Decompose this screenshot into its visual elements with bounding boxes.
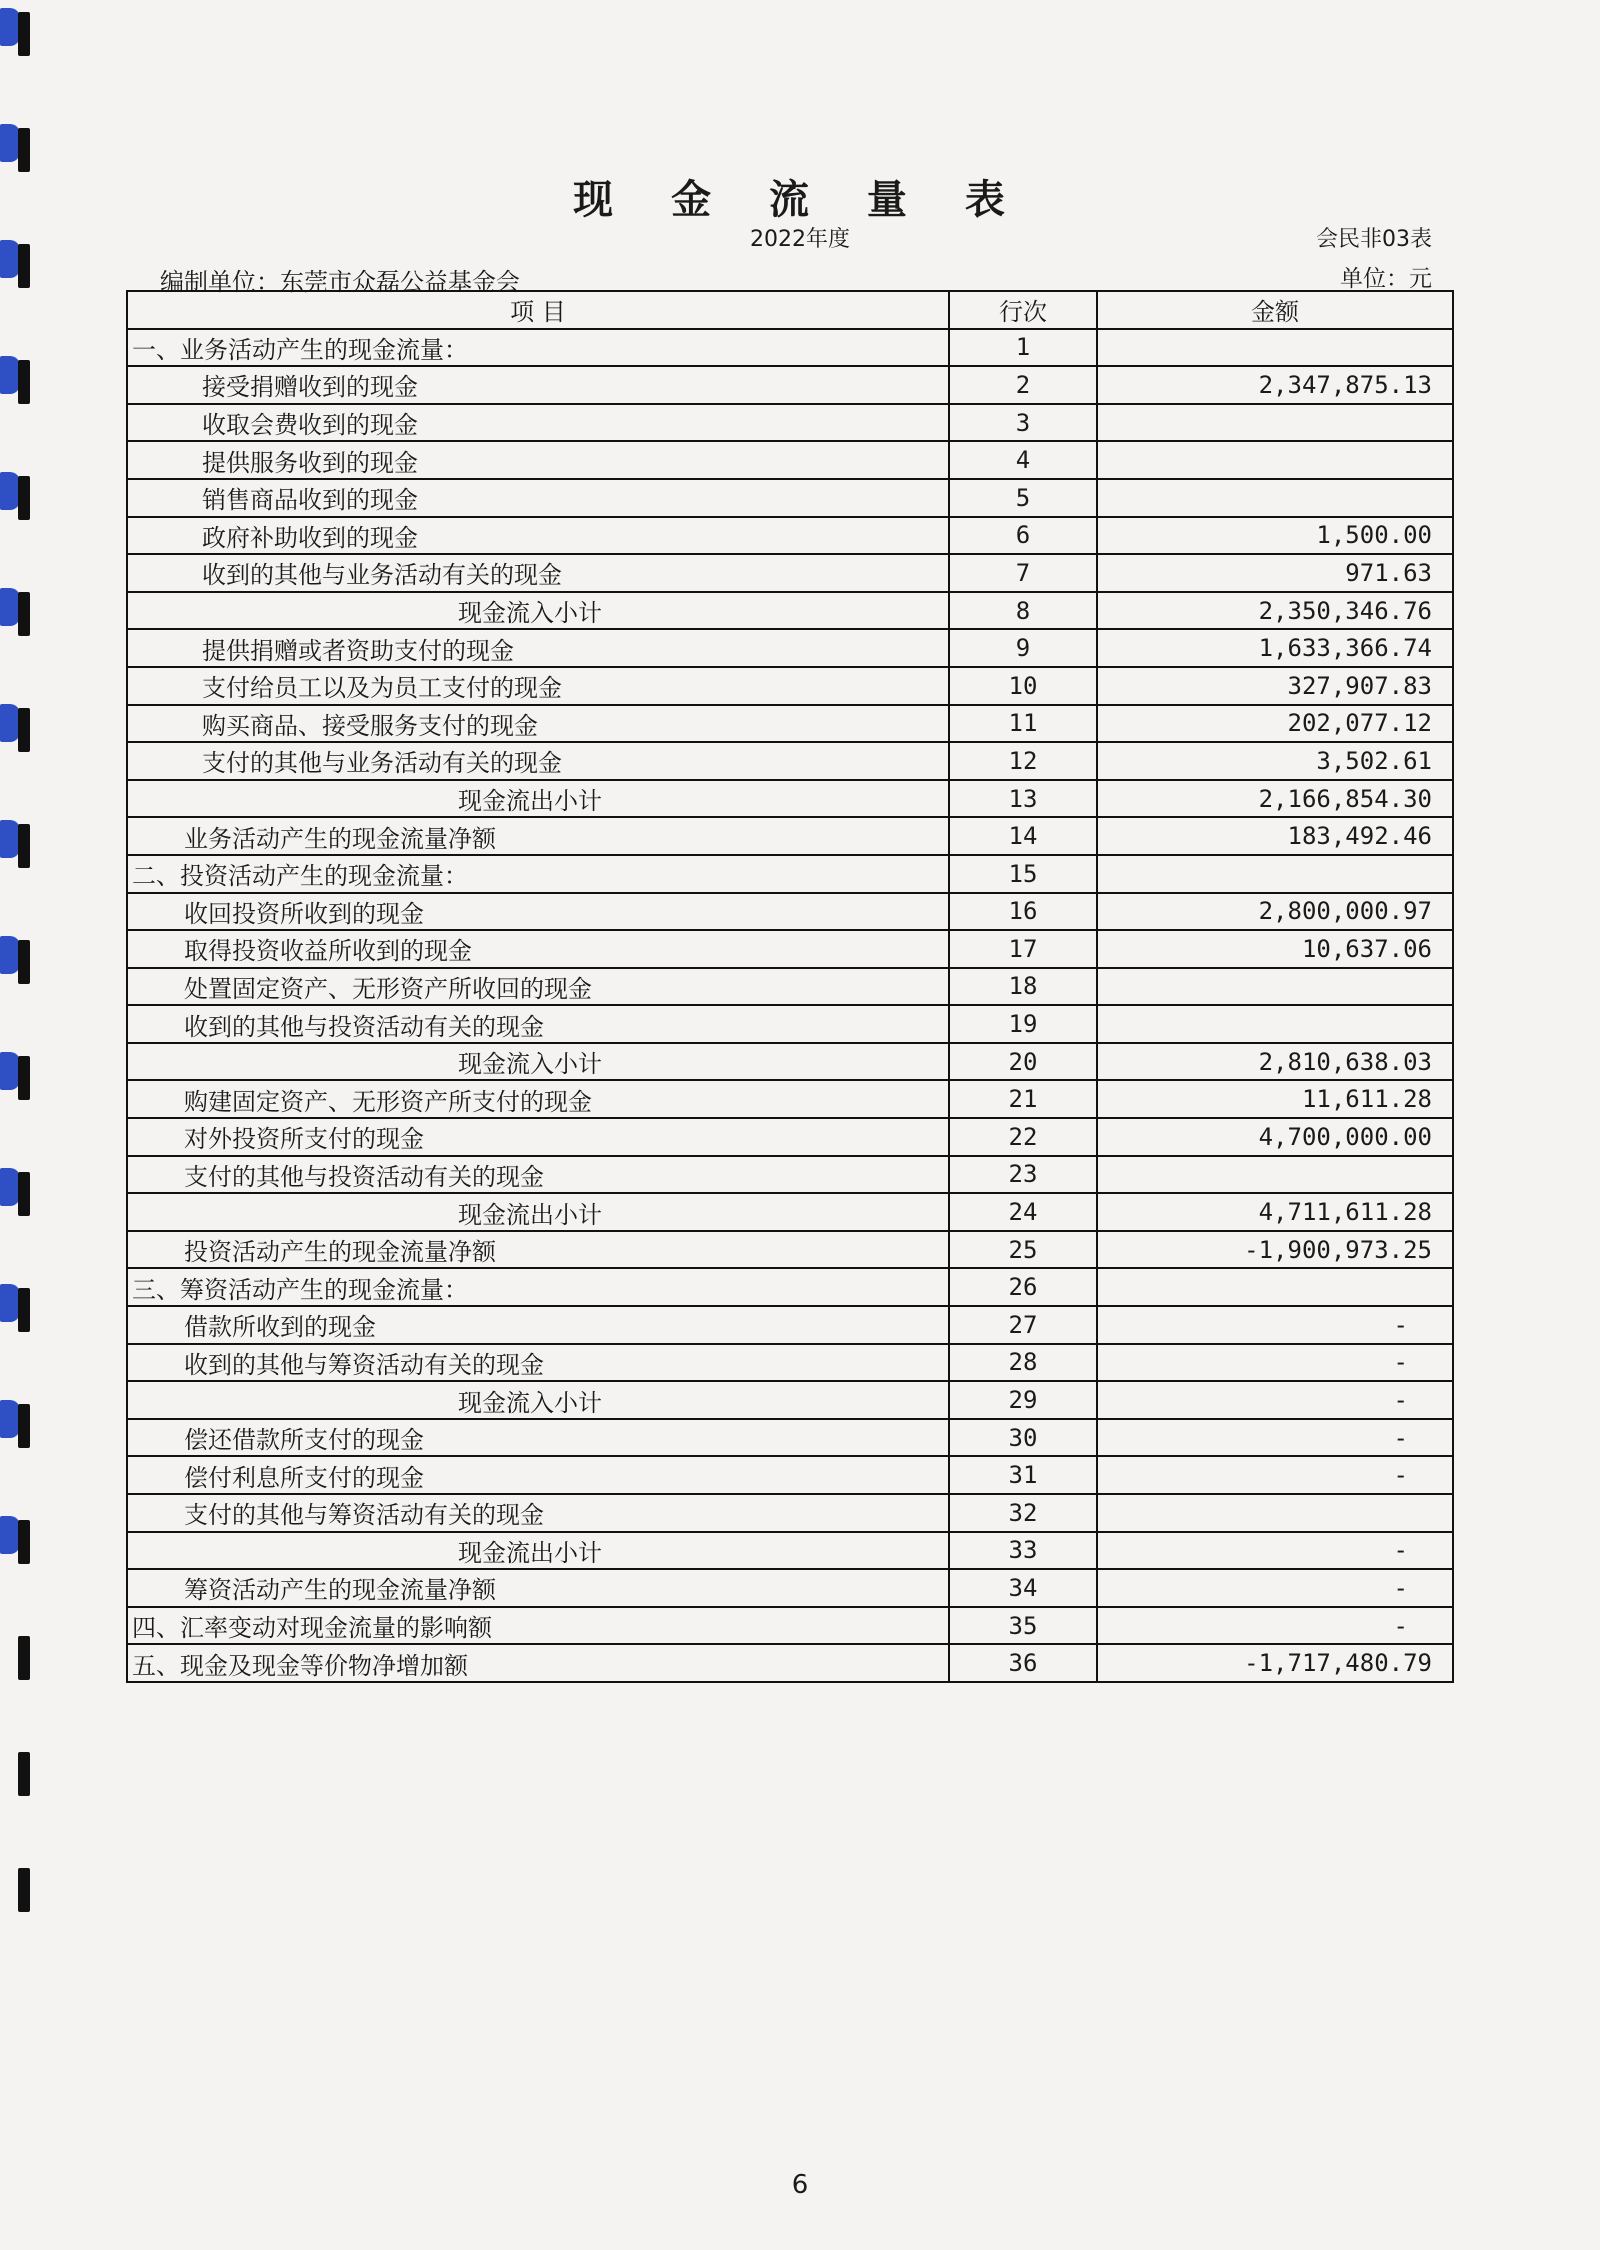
binding-ring-icon (0, 1508, 34, 1566)
row-amount: 327,907.83 (1097, 667, 1453, 705)
row-item-label: 取得投资收益所收到的现金 (127, 930, 949, 968)
row-amount: - (1097, 1569, 1453, 1607)
row-line-number: 35 (949, 1607, 1097, 1645)
binding-ring-icon (0, 928, 34, 986)
table-row (127, 517, 1453, 555)
row-line-number: 10 (949, 667, 1097, 705)
table-row (127, 1607, 1453, 1645)
row-amount: 2,347,875.13 (1097, 366, 1453, 404)
table-row (127, 742, 1453, 780)
table-row (127, 479, 1453, 517)
row-item-label: 二、投资活动产生的现金流量： (127, 855, 949, 893)
page-number: 6 (791, 2170, 809, 2200)
row-amount (1097, 855, 1453, 893)
row-line-number: 7 (949, 554, 1097, 592)
row-amount: 2,350,346.76 (1097, 592, 1453, 630)
binding-ring-icon (0, 1392, 34, 1450)
row-item-label: 支付的其他与投资活动有关的现金 (127, 1156, 949, 1194)
row-amount (1097, 1005, 1453, 1043)
binding-ring-icon (0, 580, 34, 638)
row-item-label: 现金流入小计 (127, 1043, 949, 1081)
row-line-number: 13 (949, 780, 1097, 818)
row-amount: 2,166,854.30 (1097, 780, 1453, 818)
row-amount (1097, 1156, 1453, 1194)
row-item-label: 现金流入小计 (127, 592, 949, 630)
header-amount: 金额 (1097, 291, 1453, 329)
binding-ring-icon (0, 1276, 34, 1334)
table-row (127, 1005, 1453, 1043)
table-row (127, 667, 1453, 705)
table-row (127, 1231, 1453, 1269)
row-line-number: 24 (949, 1193, 1097, 1231)
row-item-label: 偿还借款所支付的现金 (127, 1419, 949, 1457)
table-row (127, 404, 1453, 442)
row-line-number: 21 (949, 1080, 1097, 1118)
row-amount: 11,611.28 (1097, 1080, 1453, 1118)
table-row (127, 1532, 1453, 1570)
row-amount (1097, 329, 1453, 367)
row-amount: 2,810,638.03 (1097, 1043, 1453, 1081)
row-item-label: 借款所收到的现金 (127, 1306, 949, 1344)
table-row (127, 554, 1453, 592)
row-item-label: 筹资活动产生的现金流量净额 (127, 1569, 949, 1607)
row-item-label: 接受捐赠收到的现金 (127, 366, 949, 404)
binding-ring-icon (0, 696, 34, 754)
table-header-row (127, 291, 1453, 329)
row-item-label: 现金流出小计 (127, 1532, 949, 1570)
row-item-label: 业务活动产生的现金流量净额 (127, 817, 949, 855)
row-amount: 4,700,000.00 (1097, 1118, 1453, 1156)
row-amount: 10,637.06 (1097, 930, 1453, 968)
row-amount: 1,500.00 (1097, 517, 1453, 555)
binding-ring-icon (0, 348, 34, 406)
row-item-label: 支付的其他与业务活动有关的现金 (127, 742, 949, 780)
row-item-label: 收到的其他与业务活动有关的现金 (127, 554, 949, 592)
row-item-label: 提供捐赠或者资助支付的现金 (127, 629, 949, 667)
row-amount: -1,900,973.25 (1097, 1231, 1453, 1269)
row-item-label: 收回投资所收到的现金 (127, 893, 949, 931)
row-line-number: 32 (949, 1494, 1097, 1532)
row-amount: 3,502.61 (1097, 742, 1453, 780)
binding-ring-icon (0, 116, 34, 174)
row-amount: - (1097, 1456, 1453, 1494)
table-row (127, 780, 1453, 818)
binding-ring-icon (0, 1044, 34, 1102)
table-row (127, 1569, 1453, 1607)
row-line-number: 22 (949, 1118, 1097, 1156)
row-amount (1097, 479, 1453, 517)
binding-ring-icon (0, 1856, 34, 1914)
row-line-number: 16 (949, 893, 1097, 931)
row-amount: - (1097, 1381, 1453, 1419)
row-line-number: 15 (949, 855, 1097, 893)
row-line-number: 19 (949, 1005, 1097, 1043)
row-amount (1097, 1268, 1453, 1306)
row-amount (1097, 404, 1453, 442)
table-row (127, 817, 1453, 855)
table-row (127, 1381, 1453, 1419)
row-amount (1097, 441, 1453, 479)
row-item-label: 支付的其他与筹资活动有关的现金 (127, 1494, 949, 1532)
row-line-number: 34 (949, 1569, 1097, 1607)
row-line-number: 23 (949, 1156, 1097, 1194)
table-row (127, 930, 1453, 968)
table-row (127, 441, 1453, 479)
row-line-number: 17 (949, 930, 1097, 968)
row-amount: - (1097, 1532, 1453, 1570)
row-item-label: 收到的其他与投资活动有关的现金 (127, 1005, 949, 1043)
row-item-label: 对外投资所支付的现金 (127, 1118, 949, 1156)
table-row (127, 1156, 1453, 1194)
table-row (127, 1494, 1453, 1532)
row-line-number: 26 (949, 1268, 1097, 1306)
table-row (127, 592, 1453, 630)
row-amount: 1,633,366.74 (1097, 629, 1453, 667)
form-number: 会民非03表 (1316, 227, 1432, 252)
table-row (127, 1419, 1453, 1457)
row-item-label: 现金流出小计 (127, 1193, 949, 1231)
table-row (127, 855, 1453, 893)
row-item-label: 四、汇率变动对现金流量的影响额 (127, 1607, 949, 1645)
row-amount (1097, 968, 1453, 1006)
row-line-number: 14 (949, 817, 1097, 855)
table-row (127, 1644, 1453, 1682)
table-row (127, 1043, 1453, 1081)
row-line-number: 6 (949, 517, 1097, 555)
row-line-number: 2 (949, 366, 1097, 404)
table-row (127, 705, 1453, 743)
row-item-label: 一、业务活动产生的现金流量： (127, 329, 949, 367)
row-line-number: 20 (949, 1043, 1097, 1081)
row-line-number: 33 (949, 1532, 1097, 1570)
row-item-label: 购买商品、接受服务支付的现金 (127, 705, 949, 743)
row-item-label: 五、现金及现金等价物净增加额 (127, 1644, 949, 1682)
row-line-number: 36 (949, 1644, 1097, 1682)
row-item-label: 现金流出小计 (127, 780, 949, 818)
row-amount: -1,717,480.79 (1097, 1644, 1453, 1682)
row-amount (1097, 1494, 1453, 1532)
row-item-label: 投资活动产生的现金流量净额 (127, 1231, 949, 1269)
row-item-label: 提供服务收到的现金 (127, 441, 949, 479)
currency-unit-label: 单位：元 (1340, 266, 1432, 292)
row-amount: - (1097, 1344, 1453, 1382)
binding-ring-icon (0, 0, 34, 58)
row-item-label: 购建固定资产、无形资产所支付的现金 (127, 1080, 949, 1118)
row-amount: 4,711,611.28 (1097, 1193, 1453, 1231)
row-line-number: 18 (949, 968, 1097, 1006)
organization-label: 编制单位：东莞市众磊公益基金会 (160, 268, 520, 296)
row-amount: 183,492.46 (1097, 817, 1453, 855)
row-line-number: 4 (949, 441, 1097, 479)
binding-ring-icon (0, 1160, 34, 1218)
row-amount: - (1097, 1419, 1453, 1457)
row-line-number: 30 (949, 1419, 1097, 1457)
row-item-label: 收取会费收到的现金 (127, 404, 949, 442)
row-amount: 2,800,000.97 (1097, 893, 1453, 931)
header-line-no: 行次 (949, 291, 1097, 329)
table-row (127, 329, 1453, 367)
row-amount: - (1097, 1607, 1453, 1645)
row-item-label: 现金流入小计 (127, 1381, 949, 1419)
row-item-label: 三、筹资活动产生的现金流量： (127, 1268, 949, 1306)
row-line-number: 12 (949, 742, 1097, 780)
row-line-number: 1 (949, 329, 1097, 367)
row-line-number: 5 (949, 479, 1097, 517)
table-row (127, 1344, 1453, 1382)
table-row (127, 1080, 1453, 1118)
row-item-label: 收到的其他与筹资活动有关的现金 (127, 1344, 949, 1382)
table-row (127, 1456, 1453, 1494)
table-row (127, 1193, 1453, 1231)
row-line-number: 9 (949, 629, 1097, 667)
page-title: 现 金 流 量 表 (573, 176, 1027, 223)
row-line-number: 29 (949, 1381, 1097, 1419)
cash-flow-table (126, 290, 1454, 1683)
binding-ring-icon (0, 1740, 34, 1798)
row-line-number: 27 (949, 1306, 1097, 1344)
row-amount: 202,077.12 (1097, 705, 1453, 743)
binding-strip (0, 0, 40, 2250)
table-row (127, 893, 1453, 931)
table-body (127, 329, 1453, 1682)
table-row (127, 1118, 1453, 1156)
row-amount: - (1097, 1306, 1453, 1344)
table-row (127, 629, 1453, 667)
report-year: 2022年度 (750, 227, 850, 252)
row-item-label: 支付给员工以及为员工支付的现金 (127, 667, 949, 705)
row-line-number: 28 (949, 1344, 1097, 1382)
row-line-number: 8 (949, 592, 1097, 630)
row-item-label: 销售商品收到的现金 (127, 479, 949, 517)
row-line-number: 3 (949, 404, 1097, 442)
row-item-label: 政府补助收到的现金 (127, 517, 949, 555)
row-line-number: 31 (949, 1456, 1097, 1494)
binding-ring-icon (0, 812, 34, 870)
row-line-number: 11 (949, 705, 1097, 743)
binding-ring-icon (0, 1624, 34, 1682)
row-item-label: 处置固定资产、无形资产所收回的现金 (127, 968, 949, 1006)
table-row (127, 1306, 1453, 1344)
row-amount: 971.63 (1097, 554, 1453, 592)
row-line-number: 25 (949, 1231, 1097, 1269)
row-item-label: 偿付利息所支付的现金 (127, 1456, 949, 1494)
table-row (127, 366, 1453, 404)
binding-ring-icon (0, 464, 34, 522)
table-row (127, 1268, 1453, 1306)
header-item: 项 目 (127, 291, 949, 329)
table-row (127, 968, 1453, 1006)
